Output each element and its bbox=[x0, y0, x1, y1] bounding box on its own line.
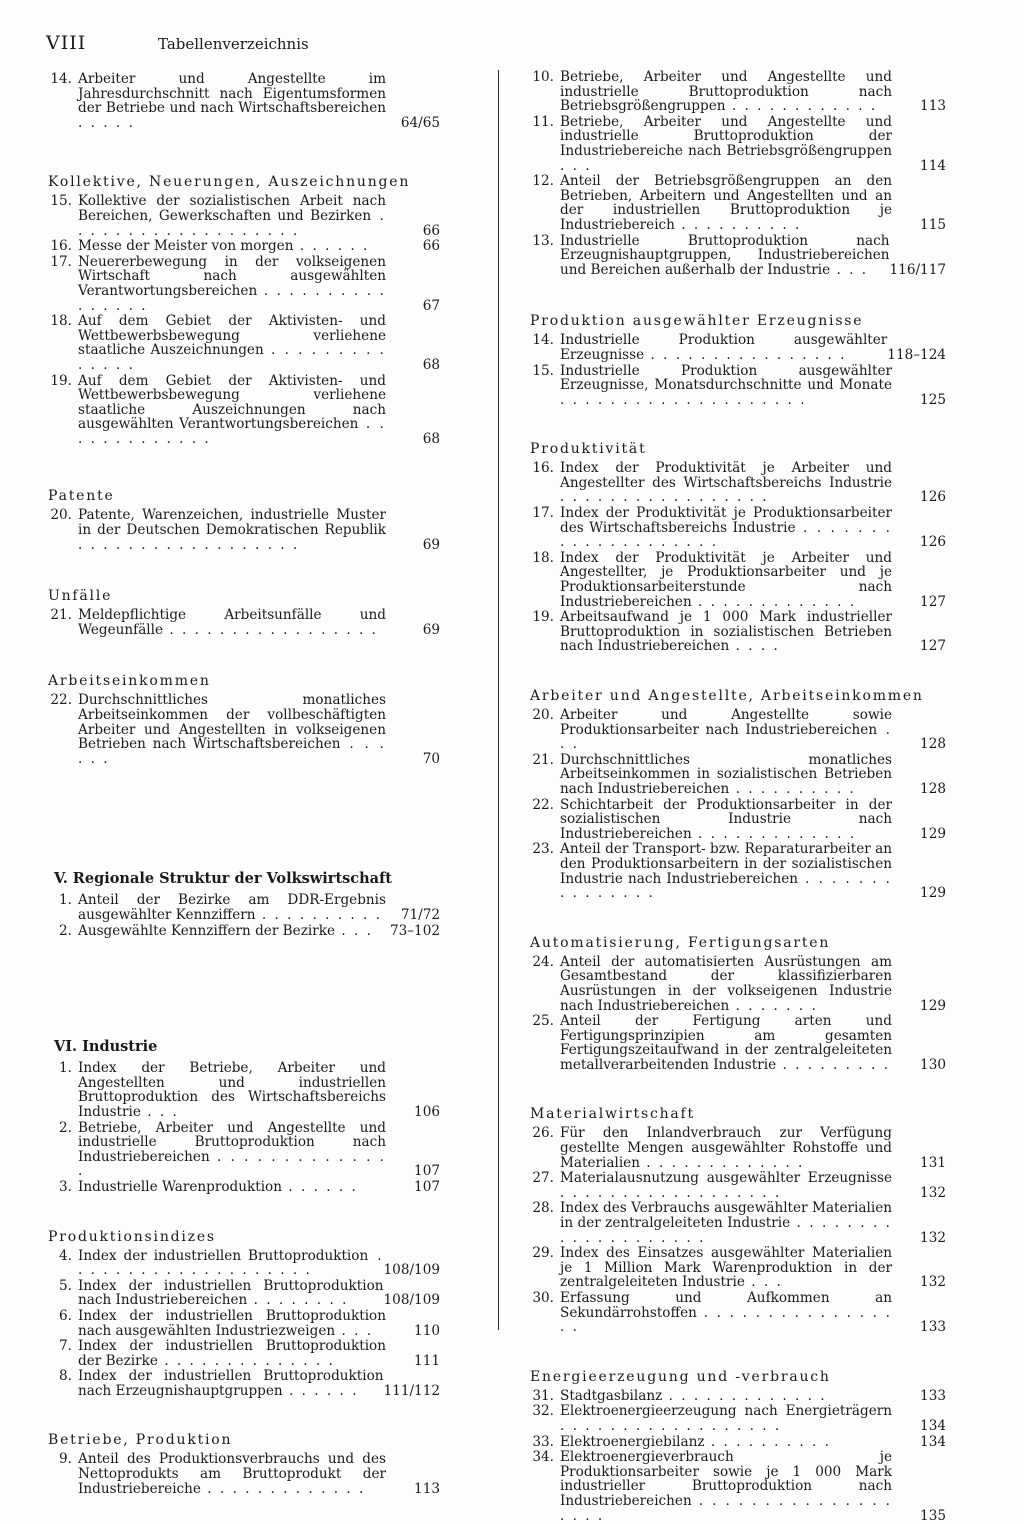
entry-number: 28. bbox=[532, 1200, 554, 1217]
section-heading: Produktionsindizes bbox=[48, 1228, 216, 1245]
entry-title: Kollektive der sozialistischen Arbeit nach Bereichen, Gewerkschaften und Bezirken bbox=[78, 193, 386, 224]
toc-entry[interactable] bbox=[44, 255, 440, 313]
dot-leader: . . . bbox=[335, 1322, 374, 1339]
entry-title: Stadtgasbilanz bbox=[560, 1387, 663, 1404]
entry-number: 13. bbox=[532, 232, 554, 249]
entry-title: Anteil des Produktionsverbrauchs und des Nettoprodukts am Bruttoprodukt der Industriebereiche bbox=[78, 1451, 386, 1497]
entry-page: 71/72 bbox=[400, 907, 440, 923]
entry-title: Elektroenergieverbrauch je Produktionsarbeiter sowie je 1 000 Mark industrieller Bruttoproduktion nach Industriebereichen bbox=[560, 1449, 892, 1509]
entry-page: 69 bbox=[422, 621, 440, 638]
entry-title: Materialausnutzung ausgewählter Erzeugnisse bbox=[560, 1170, 892, 1187]
entry-page: 133 bbox=[920, 1319, 946, 1336]
toc-entry[interactable] bbox=[526, 1450, 946, 1523]
entry-page: 127 bbox=[920, 638, 946, 655]
entry-title: Neuererbewegung in der volkseigenen Wirtschaft nach ausgewählten Verantwortungsbereichen bbox=[78, 253, 386, 299]
toc-entry[interactable] bbox=[526, 333, 946, 362]
entry-number: 14. bbox=[532, 332, 554, 349]
section-produktion-erzeugnisse bbox=[526, 313, 946, 407]
section-produktionsindizes bbox=[44, 1229, 440, 1399]
entry-number: 31. bbox=[532, 1387, 554, 1404]
entry-number: 24. bbox=[532, 953, 554, 970]
entry-page: 133 bbox=[920, 1387, 946, 1404]
toc-entry[interactable] bbox=[44, 1279, 440, 1308]
entry-title: Anteil der Fertigung arten und Fertigungsprinzipien am gesamten Fertigungszeitaufwand in der zentralgeleiteten metallverarbeitenden Industrie bbox=[560, 1013, 892, 1073]
entry-number: 20. bbox=[532, 707, 554, 723]
dot-leader: . . . . . . . . . . . . . . . . . . . . bbox=[78, 1247, 384, 1279]
entry-title: Index der industriellen Bruttoproduktion der Bezirke bbox=[78, 1338, 386, 1369]
entry-title: Für den Inlandverbrauch zur Verfügung gestellte Mengen ausgewählter Rohstoffe und Materialien bbox=[560, 1125, 892, 1171]
section-patente bbox=[44, 488, 440, 552]
section-heading: VI. Industrie bbox=[54, 1038, 158, 1056]
dot-leader: . . . . . . . . . . . . . . . . . . bbox=[560, 1417, 782, 1434]
dot-leader: . . . . . . . . . bbox=[776, 1056, 890, 1073]
entry-title: Auf dem Gebiet der Aktivisten- und Wettbewerbsbewegung verliehene staatliche Auszeichnungen bbox=[78, 313, 386, 359]
dot-leader: . . . . . . . . . . . . . . . . . . . bbox=[78, 207, 386, 239]
toc-entry[interactable] bbox=[526, 610, 946, 654]
entry-number: 18. bbox=[50, 313, 72, 330]
dot-leader: . . . bbox=[140, 1103, 179, 1120]
entry-title: Industrielle Warenproduktion bbox=[78, 1178, 282, 1195]
entry-number: 15. bbox=[532, 362, 554, 379]
toc-entry[interactable] bbox=[526, 70, 946, 114]
entry-title: Arbeiter und Angestellte sowie Produktionsarbeiter nach Industriebereichen bbox=[560, 707, 892, 738]
dot-leader: . . . bbox=[560, 721, 892, 753]
dot-leader: . . . . . . bbox=[282, 1382, 359, 1399]
entry-page: 108/109 bbox=[383, 1262, 440, 1279]
entry-number: 10. bbox=[532, 69, 554, 85]
entry-page: 118–124 bbox=[887, 346, 946, 363]
dot-leader: . . . . bbox=[729, 638, 780, 655]
entry-number: 25. bbox=[532, 1013, 554, 1030]
section-energie bbox=[526, 1369, 946, 1523]
entry-title: Meldepflichtige Arbeitsunfälle und Wegeunfälle bbox=[78, 607, 386, 638]
entry-number: 14. bbox=[50, 71, 72, 87]
entry-title: Arbeitsaufwand je 1 000 Mark industrieller Bruttoproduktion in sozialistischen Betrieben nach Industriebereichen bbox=[560, 609, 892, 655]
toc-entry[interactable] bbox=[44, 1061, 440, 1119]
section-heading: Arbeiter und Angestellte, Arbeitseinkommen bbox=[530, 688, 924, 704]
entry-page: 107 bbox=[414, 1178, 440, 1195]
dot-leader: . . . . . . . . . . . . . . bbox=[78, 342, 387, 373]
toc-entry[interactable] bbox=[44, 72, 440, 130]
dot-leader: . . . . . . . bbox=[729, 997, 818, 1014]
entry-page: 129 bbox=[920, 885, 946, 902]
dot-leader: . . . . . . . . . . . . . . bbox=[78, 1148, 386, 1180]
entry-title: Industrielle Produktion ausgewählter Erzeugnisse, Monatsdurchschnitte und Monate bbox=[560, 362, 892, 394]
toc-entry[interactable] bbox=[526, 1435, 946, 1450]
dot-leader: . . . . . . . . . . . . . bbox=[691, 825, 857, 842]
toc-entry[interactable] bbox=[526, 506, 946, 550]
entry-title: Anteil der automatisierten Ausrüstungen am Gesamtbestand der klassifizierbaren Ausrüstungen in der volkseigenen Industrie nach Industriebereichen bbox=[560, 953, 892, 1014]
dot-leader: . . . . . . . . . . . . . . . . bbox=[78, 282, 386, 314]
dot-leader: . . . . . . . . . . . . . . . bbox=[560, 870, 893, 902]
entry-title: Anteil der Betriebsgrößengruppen an den Betrieben, Arbeitern und Angestellten und an der industriellen Bruttoproduktion je Industriebereich bbox=[560, 173, 892, 233]
dot-leader: . . . . . . . . . . . . . bbox=[691, 593, 857, 610]
entry-page: 107 bbox=[414, 1163, 440, 1180]
entry-page: 110 bbox=[414, 1322, 440, 1339]
entry-title: Index der Betriebe, Arbeiter und Angestellten und industriellen Bruttoproduktion des Wirtschaftsbereichs Industrie bbox=[78, 1060, 386, 1120]
page-number: VIII bbox=[46, 32, 87, 54]
section-heading: Energieerzeugung und -verbrauch bbox=[530, 1368, 831, 1385]
entry-number: 11. bbox=[532, 113, 554, 130]
dot-leader: . . . . . . . . . . . . . . . . . . bbox=[78, 536, 300, 553]
toc-entry[interactable] bbox=[526, 1171, 946, 1200]
column-divider bbox=[498, 70, 499, 1330]
entry-title: Arbeiter und Angestellte im Jahresdurchschnitt nach Eigentumsformen der Betriebe und nach Wirtschaftsbereichen bbox=[78, 71, 386, 117]
toc-entry[interactable] bbox=[526, 842, 946, 900]
toc-entry[interactable] bbox=[526, 364, 946, 408]
entry-title: Anteil der Transport- bzw. Reparaturarbeiter an den Produktionsarbeitern in der sozialistischen Industrie nach Industriebereichen bbox=[560, 841, 892, 887]
section-heading: Automatisierung, Fertigungsarten bbox=[530, 934, 831, 951]
entry-page: 116/117 bbox=[889, 261, 946, 278]
entry-page: 114 bbox=[920, 157, 946, 174]
entry-number: 16. bbox=[50, 238, 72, 255]
dot-leader: . . . . . . . . . . bbox=[704, 1433, 831, 1450]
entry-page: 70 bbox=[422, 750, 440, 767]
dot-leader: . . . . . . . . . . bbox=[674, 216, 802, 233]
entry-page: 131 bbox=[920, 1154, 946, 1171]
section-arbeiter-einkommen bbox=[526, 688, 946, 901]
entry-page: 113 bbox=[414, 1480, 440, 1497]
toc-entry[interactable] bbox=[526, 234, 946, 278]
entry-page: 67 bbox=[422, 297, 440, 314]
toc-entry[interactable] bbox=[44, 374, 440, 447]
toc-entry[interactable] bbox=[526, 753, 946, 797]
section-materialwirtschaft bbox=[526, 1106, 946, 1334]
section-heading: Unfälle bbox=[48, 588, 113, 605]
entry-title: Index der Produktivität je Arbeiter und Angestellter, je Produktionsarbeiter und je Produktionsarbeiterstunde nach Industriebereichen bbox=[560, 549, 892, 610]
entry-number: 4. bbox=[59, 1247, 72, 1264]
entry-title: Index der industriellen Bruttoproduktion bbox=[78, 1247, 369, 1264]
dot-leader: . . . . . . . . . . . . . . . . . . . . bbox=[560, 391, 807, 408]
toc-entry[interactable] bbox=[526, 955, 946, 1013]
entry-number: 16. bbox=[532, 460, 554, 477]
entry-number: 2. bbox=[59, 1119, 72, 1136]
entry-number: 8. bbox=[59, 1368, 72, 1385]
entry-title: Erfassung und Aufkommen an Sekundärrohstoffen bbox=[560, 1290, 892, 1321]
entry-number: 2. bbox=[59, 922, 72, 939]
entry-number: 3. bbox=[59, 1178, 72, 1195]
entry-number: 17. bbox=[532, 505, 554, 522]
entry-page: 126 bbox=[920, 489, 946, 506]
dot-leader: . . . . . . bbox=[282, 1178, 358, 1195]
toc-entry[interactable] bbox=[526, 174, 946, 232]
entry-number: 15. bbox=[50, 193, 72, 210]
entry-number: 5. bbox=[59, 1277, 72, 1294]
entry-page: 125 bbox=[920, 391, 946, 408]
right-column bbox=[526, 69, 946, 1524]
toc-entry[interactable] bbox=[526, 1389, 946, 1404]
toc-entry[interactable] bbox=[44, 1121, 440, 1179]
entry-page: 108/109 bbox=[383, 1292, 440, 1309]
entry-page: 68 bbox=[422, 356, 440, 373]
entry-number: 18. bbox=[532, 549, 554, 566]
dot-leader: . . . . . . . . . . . . . bbox=[639, 1154, 805, 1171]
toc-entry[interactable] bbox=[44, 314, 440, 372]
dot-leader: . . . . . . . . . . bbox=[255, 907, 382, 923]
section-unfaelle bbox=[44, 588, 440, 637]
dot-leader: . . . . . . . . . . . . . . . . bbox=[644, 346, 847, 363]
dot-leader: . . . . . . . . bbox=[247, 1292, 349, 1309]
dot-leader: . . . . . . . . . . . . bbox=[725, 98, 878, 115]
entry-title: Index der industriellen Bruttoproduktion nach Erzeugnishauptgruppen bbox=[78, 1368, 384, 1399]
entry-number: 33. bbox=[532, 1433, 554, 1450]
entry-number: 17. bbox=[50, 253, 72, 270]
entry-title: Index der Produktivität je Arbeiter und Angestellter des Wirtschaftsbereichs Industrie bbox=[560, 460, 892, 491]
entry-number: 20. bbox=[50, 507, 72, 524]
entry-number: 19. bbox=[532, 609, 554, 626]
entry-title: Betriebe, Arbeiter und Angestellte und industrielle Bruttoproduktion der Industriebereiche nach Betriebsgrößengruppen bbox=[560, 113, 892, 159]
entry-page: 69 bbox=[422, 536, 440, 553]
entry-page: 68 bbox=[422, 430, 440, 447]
entry-title: Messe der Meister von morgen bbox=[78, 238, 294, 255]
dot-leader: . . . . . . bbox=[78, 736, 386, 767]
section-heading: Produktivität bbox=[530, 441, 647, 458]
entry-page: 113 bbox=[920, 98, 946, 115]
entry-number: 7. bbox=[59, 1338, 72, 1355]
entry-title: Industrielle Produktion ausgewählter Erzeugnisse bbox=[560, 332, 888, 363]
section-heading: Patente bbox=[48, 488, 115, 505]
dot-leader: . . . . . . . . . . . . . . bbox=[157, 1352, 335, 1369]
dot-leader: . . . . . . . . . . . . . bbox=[662, 1387, 827, 1404]
toc-entry[interactable] bbox=[44, 893, 440, 922]
entry-page: 129 bbox=[920, 997, 946, 1014]
section-heading: Betriebe, Produktion bbox=[48, 1432, 233, 1449]
toc-entry[interactable] bbox=[44, 1249, 440, 1278]
toc-entry[interactable] bbox=[526, 1126, 946, 1170]
entry-page: 66 bbox=[422, 238, 440, 255]
toc-entry[interactable] bbox=[44, 608, 440, 637]
entry-page: 111/112 bbox=[383, 1382, 440, 1399]
entry-number: 34. bbox=[532, 1449, 554, 1466]
section-heading: Arbeitseinkommen bbox=[48, 673, 211, 690]
section-kollektive bbox=[44, 174, 440, 446]
toc-entry[interactable] bbox=[526, 1014, 946, 1072]
entry-page: 135 bbox=[920, 1507, 946, 1524]
entry-number: 9. bbox=[59, 1451, 72, 1468]
entry-title: Index der industriellen Bruttoproduktion nach ausgewählten Industriezweigen bbox=[78, 1307, 386, 1339]
dot-leader: . . . . . . . . . . . . . . . . . . bbox=[560, 1184, 782, 1201]
entry-number: 1. bbox=[59, 1060, 72, 1077]
toc-entry[interactable] bbox=[44, 1452, 440, 1496]
left-column bbox=[44, 72, 440, 1497]
section-automatisierung bbox=[526, 935, 946, 1073]
toc-entry[interactable] bbox=[526, 708, 946, 752]
entry-page: 64/65 bbox=[400, 114, 440, 131]
section-heading: V. Regionale Struktur der Volkswirtschaft bbox=[54, 870, 393, 888]
toc-entry[interactable] bbox=[44, 924, 440, 939]
entry-title: Index der Produktivität je Produktionsarbeiter des Wirtschaftsbereichs Industrie bbox=[560, 505, 892, 536]
toc-entry[interactable] bbox=[44, 1180, 440, 1195]
toc-entry[interactable] bbox=[44, 1309, 440, 1338]
section-produktivitaet bbox=[526, 441, 946, 654]
running-title: Tabellenverzeichnis bbox=[158, 35, 309, 53]
entry-number: 26. bbox=[532, 1125, 554, 1142]
entry-title: Elektroenergiebilanz bbox=[560, 1433, 705, 1450]
section-arbeiter-angestellte-cont bbox=[44, 72, 440, 130]
entry-number: 21. bbox=[50, 607, 72, 624]
entry-number: 22. bbox=[50, 692, 72, 709]
dot-leader: . . . . . . . . . . . . . . . . . . . . bbox=[560, 1215, 893, 1246]
entry-title: Betriebe, Arbeiter und Angestellte und industrielle Bruttoproduktion nach Betriebsgrößengruppen bbox=[560, 69, 892, 115]
toc-entry[interactable] bbox=[526, 461, 946, 505]
dot-leader: . . . . . . . . . . bbox=[729, 780, 856, 797]
entry-number: 29. bbox=[532, 1245, 554, 1262]
entry-number: 23. bbox=[532, 841, 554, 858]
toc-entry[interactable] bbox=[44, 194, 440, 238]
section-heading: Kollektive, Neuerungen, Auszeichnungen bbox=[48, 174, 411, 191]
entry-number: 19. bbox=[50, 372, 72, 389]
entry-title: Schichtarbeit der Produktionsarbeiter in der sozialistischen Industrie nach Industriebereichen bbox=[560, 796, 892, 842]
entry-title: Elektroenergieerzeugung nach Energieträgern bbox=[560, 1403, 892, 1420]
toc-entry[interactable] bbox=[526, 551, 946, 609]
entry-title: Durchschnittliches monatliches Arbeitseinkommen in sozialistischen Betrieben nach Industriebereichen bbox=[560, 751, 892, 797]
dot-leader: . . . bbox=[335, 922, 373, 939]
dot-leader: . . . bbox=[560, 157, 592, 174]
section-heading: Materialwirtschaft bbox=[530, 1106, 695, 1123]
entry-title: Anteil der Bezirke am DDR-Ergebnis ausgewählter Kennziffern bbox=[78, 892, 386, 923]
section-betriebe-produktion bbox=[44, 1432, 440, 1496]
toc-entry[interactable] bbox=[44, 1339, 440, 1368]
entry-page: 134 bbox=[920, 1433, 946, 1450]
dot-leader: . . . . . . . . . . . . . . . . . bbox=[163, 621, 378, 638]
entry-page: 132 bbox=[920, 1274, 946, 1291]
dot-leader: . . . . . . . . . . . . . . . . . bbox=[560, 489, 769, 506]
toc-entry[interactable] bbox=[526, 1291, 946, 1335]
entry-page: 134 bbox=[920, 1417, 946, 1434]
entry-page: 73–102 bbox=[389, 922, 440, 939]
entry-title: Index der industriellen Bruttoproduktion nach Industriebereichen bbox=[78, 1277, 384, 1309]
entry-title: Industrielle Bruttoproduktion nach Erzeugnishauptgruppen, Industriebereichen und Bereichen außerhalb der Industrie bbox=[560, 232, 890, 278]
entry-title: Auf dem Gebiet der Aktivisten- und Wettbewerbsbewegung verliehene staatliche Auszeichnungen nach ausgewählten Verantwortungsbereichen bbox=[78, 372, 386, 433]
section-betriebe-cont bbox=[526, 70, 946, 277]
entry-page: 128 bbox=[920, 736, 946, 753]
entry-number: 27. bbox=[532, 1170, 554, 1187]
entry-page: 130 bbox=[920, 1056, 946, 1073]
entry-page: 129 bbox=[920, 825, 946, 842]
entry-page: 66 bbox=[422, 222, 440, 239]
entry-title: Index des Verbrauchs ausgewählter Materialien in der zentralgeleiteten Industrie bbox=[560, 1200, 892, 1232]
entry-page: 126 bbox=[920, 534, 946, 551]
section-arbeitseinkommen bbox=[44, 673, 440, 766]
entry-number: 12. bbox=[532, 173, 554, 190]
toc-entry[interactable] bbox=[44, 693, 440, 766]
dot-leader: . . . . . . . . . . . . . . . . . . . bbox=[560, 1492, 892, 1524]
dot-leader: . . . bbox=[830, 261, 869, 278]
entry-page: 127 bbox=[920, 593, 946, 610]
toc-entry[interactable] bbox=[44, 1369, 440, 1398]
entry-number: 21. bbox=[532, 751, 554, 768]
section-industrie bbox=[44, 1038, 440, 1194]
entry-number: 32. bbox=[532, 1403, 554, 1420]
dot-leader: . . . . . . . . . . . . . bbox=[200, 1480, 366, 1497]
entry-number: 6. bbox=[59, 1307, 72, 1324]
dot-leader: . . . . . . . . . . . . . . . . . . . . bbox=[560, 519, 893, 551]
entry-title: Ausgewählte Kennziffern der Bezirke bbox=[78, 922, 335, 939]
toc-entry[interactable] bbox=[526, 115, 946, 173]
dot-leader: . . . . . . . . . . . . . bbox=[78, 416, 386, 447]
toc-entry[interactable] bbox=[44, 239, 440, 254]
entry-page: 128 bbox=[920, 780, 946, 797]
dot-leader: . . . . . bbox=[78, 114, 135, 131]
dot-leader: . . . bbox=[744, 1274, 783, 1291]
entry-title: Index des Einsatzes ausgewählter Materialien je 1 Million Mark Warenproduktion in der zentralgeleiteten Industrie bbox=[560, 1245, 892, 1291]
entry-number: 22. bbox=[532, 796, 554, 813]
entry-number: 1. bbox=[59, 892, 72, 909]
entry-number: 30. bbox=[532, 1290, 554, 1306]
entry-page: 106 bbox=[414, 1103, 440, 1120]
entry-page: 115 bbox=[920, 216, 946, 233]
entry-page: 132 bbox=[920, 1184, 946, 1201]
section-regionale-struktur bbox=[44, 870, 440, 938]
dot-leader: . . . . . . . . . . . . . . . . . bbox=[560, 1304, 892, 1336]
entry-title: Durchschnittliches monatliches Arbeitseinkommen der vollbeschäftigten Arbeiter und Angestellten in volkseigenen Betrieben nach Wirtschaftsbereichen bbox=[78, 692, 386, 753]
entry-title: Betriebe, Arbeiter und Angestellte und industrielle Bruttoproduktion nach Industriebereichen bbox=[78, 1119, 386, 1165]
toc-entry[interactable] bbox=[526, 1246, 946, 1290]
entry-page: 111 bbox=[414, 1352, 440, 1369]
toc-entry[interactable] bbox=[44, 508, 440, 552]
toc-entry[interactable] bbox=[526, 1201, 946, 1245]
section-heading: Produktion ausgewählter Erzeugnisse bbox=[530, 313, 864, 330]
dot-leader: . . . . . . bbox=[293, 238, 370, 255]
entry-page: 132 bbox=[920, 1229, 946, 1246]
entry-title: Patente, Warenzeichen, industrielle Muster in der Deutschen Demokratischen Republik bbox=[78, 507, 386, 539]
toc-entry[interactable] bbox=[526, 798, 946, 842]
